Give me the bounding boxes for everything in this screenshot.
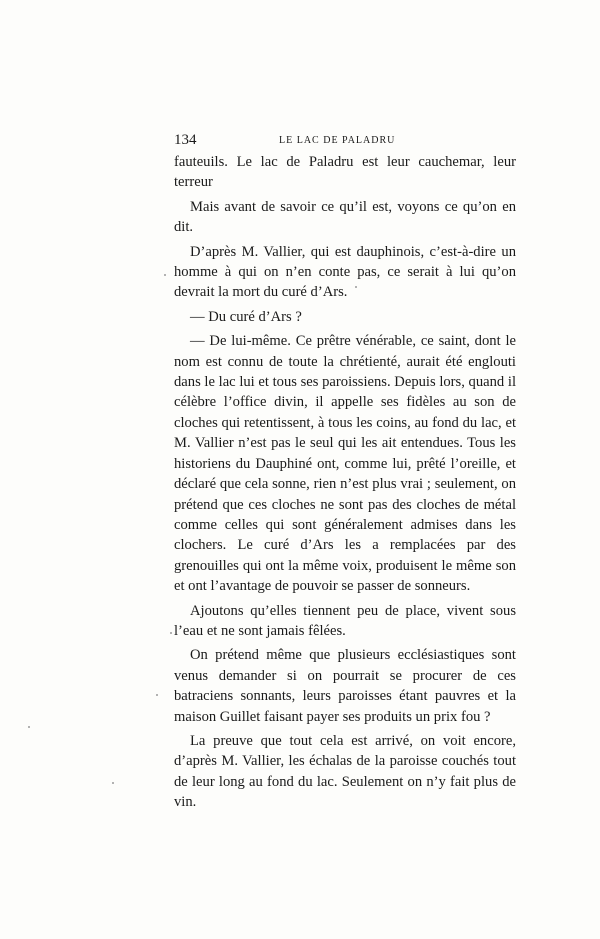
- paragraph: On prétend même que plusieurs ecclésiastiques sont venus demander si on pourrait se procurer de ces batraciens sonnants, leurs paroisses étant pauvres et la maison Guillet faisant payer ses produits un prix fou ?: [174, 647, 516, 725]
- paper-speck: [355, 286, 357, 288]
- paper-speck: [156, 694, 158, 696]
- paper-speck: [164, 274, 166, 276]
- dialogue-line: — De lui-même. Ce prêtre vénérable, ce saint, dont le nom est connu de toute la chrétienté, aurait été englouti dans le lac lui et tous ses paroissiens. Depuis lors, quand il célèbre l’office divin, il appelle ses fidèles au son de cloches qui retentissent, à tous les coins, au fond du lac, et M. Vallier n’est pas le seul qui les ait entendues. Tous les historiens du Dauphiné ont, comme lui, prêté l’oreille, et déclaré que cela sonne, rien n’est plus vrai ; seulement, on prétend que ces cloches ne sont pas des cloches de métal comme celles qui sont généralement admises dans les clochers. Le curé d’Ars les a remplacées par des grenouilles qui ont la même voix, produisent le même son et ont l’avantage de pouvoir se passer de sonneurs.: [174, 333, 516, 595]
- paper-speck: [170, 632, 172, 634]
- body-text: [174, 152, 516, 817]
- paper-speck: [112, 782, 114, 784]
- paragraph: Mais avant de savoir ce qu’il est, voyons ce qu’on en dit.: [174, 198, 516, 236]
- running-head: LE LAC DE PALADRU: [279, 135, 396, 146]
- paper-speck: [28, 726, 30, 728]
- page-header: [174, 132, 516, 152]
- dialogue-line: — Du curé d’Ars ?: [190, 308, 302, 325]
- page-number: 134: [174, 132, 197, 148]
- paragraph: D’après M. Vallier, qui est dauphinois, c’est-à-dire un homme à qui on n’en conte pas, ce serait à lui qu’on devrait la mort du curé d’Ars.: [174, 243, 516, 301]
- paragraph: La preuve que tout cela est arrivé, on voit encore, d’après M. Vallier, les échalas de la paroisse couchés tout de leur long au fond du lac. Seulement on n’y fait plus de vin.: [174, 732, 516, 811]
- paragraph: fauteuils. Le lac de Paladru est leur cauchemar, leur terreur: [174, 154, 516, 191]
- paragraph: Ajoutons qu’elles tiennent peu de place, vivent sous l’eau et ne sont jamais fêlées.: [174, 602, 516, 639]
